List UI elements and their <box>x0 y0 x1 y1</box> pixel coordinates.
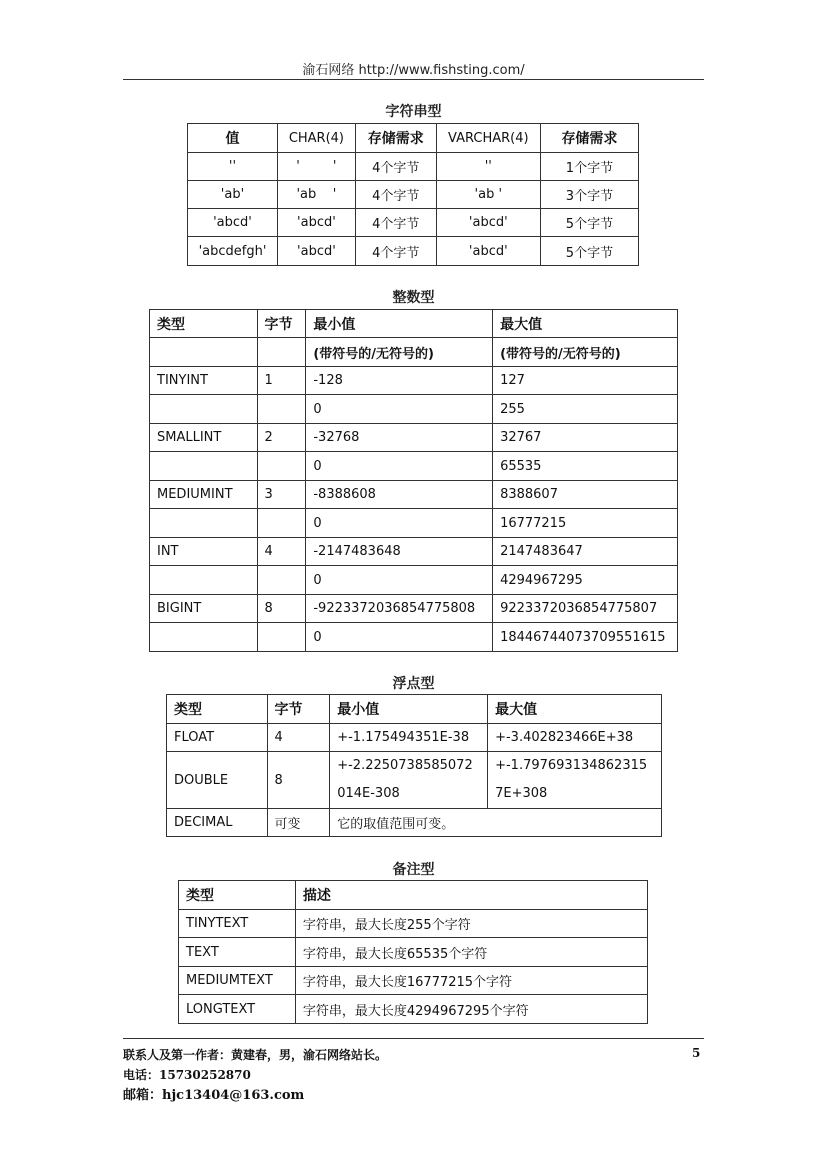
table-cell: 3 <box>257 481 306 509</box>
header-cell: CHAR(4) <box>277 124 355 153</box>
table-cell: +-3.402823466E+38 <box>488 724 662 752</box>
table-row <box>150 623 678 652</box>
table-row <box>179 910 648 938</box>
table-cell: 4 <box>257 538 306 566</box>
table-cell: 字符串，最大长度4294967295个字符 <box>295 995 647 1024</box>
table-cell: 4个字节 <box>355 181 436 209</box>
header-cell: 最大值 <box>488 695 662 724</box>
table-cell: -8388608 <box>306 481 493 509</box>
table-cell: '' <box>436 153 540 181</box>
int-table-subheader-row <box>150 338 678 367</box>
page-header: 渝石网络 http://www.fishsting.com/ <box>302 63 525 78</box>
float-section-title: 浮点型 <box>392 676 435 692</box>
table-cell: 1 <box>257 367 306 395</box>
float-table <box>166 694 662 837</box>
header-cell: 存储需求 <box>355 124 436 153</box>
table-cell: 2 <box>257 424 306 452</box>
table-cell: MEDIUMTEXT <box>179 967 296 995</box>
table-cell: INT <box>150 538 258 566</box>
table-cell: 5个字节 <box>540 237 638 266</box>
table-cell: LONGTEXT <box>179 995 296 1024</box>
table-cell: 4个字节 <box>355 237 436 266</box>
table-row <box>179 967 648 995</box>
char-table <box>187 123 639 266</box>
table-cell: TINYTEXT <box>179 910 296 938</box>
table-row <box>188 153 639 181</box>
table-cell: 5个字节 <box>540 209 638 237</box>
float-table-header-row <box>167 695 662 724</box>
table-cell <box>257 452 306 481</box>
double-max-line2: 7E+308 <box>495 786 548 801</box>
table-row <box>150 481 678 509</box>
table-cell <box>150 623 258 652</box>
table-row <box>188 237 639 266</box>
table-cell: FLOAT <box>167 724 268 752</box>
table-cell <box>150 452 258 481</box>
table-cell: 3个字节 <box>540 181 638 209</box>
table-cell: 'ab' <box>188 181 278 209</box>
table-cell: 8 <box>267 752 330 809</box>
table-cell: DECIMAL <box>167 809 268 837</box>
table-cell <box>257 338 306 367</box>
table-cell: 0 <box>306 452 493 481</box>
table-row <box>150 395 678 424</box>
table-cell <box>257 566 306 595</box>
table-cell <box>257 509 306 538</box>
table-row <box>188 181 639 209</box>
table-cell: 4294967295 <box>493 566 678 595</box>
header-cell: 值 <box>188 124 278 153</box>
table-cell: 9223372036854775807 <box>493 595 678 623</box>
table-row <box>167 752 662 809</box>
table-cell: 0 <box>306 395 493 424</box>
table-cell <box>257 395 306 424</box>
table-cell: 8388607 <box>493 481 678 509</box>
table-cell: 字符串，最大长度65535个字符 <box>295 938 647 967</box>
table-cell: 0 <box>306 623 493 652</box>
table-cell: SMALLINT <box>150 424 258 452</box>
table-row <box>188 209 639 237</box>
header-cell: 描述 <box>295 881 647 910</box>
table-row <box>150 538 678 566</box>
char-section-title: 字符串型 <box>385 104 442 120</box>
table-row <box>167 724 662 752</box>
header-cell: 字节 <box>257 310 306 338</box>
header-cell: 类型 <box>150 310 258 338</box>
table-row <box>150 367 678 395</box>
table-cell: TEXT <box>179 938 296 967</box>
table-row <box>150 566 678 595</box>
table-cell <box>150 395 258 424</box>
table-cell: +-1.175494351E-38 <box>330 724 488 752</box>
subheader-cell: (带符号的/无符号的) <box>493 338 678 367</box>
header-cell: 类型 <box>167 695 268 724</box>
table-row <box>150 452 678 481</box>
table-cell: TINYINT <box>150 367 258 395</box>
page-number: 5 <box>692 1046 701 1060</box>
table-row <box>167 809 662 837</box>
table-cell <box>488 752 662 809</box>
table-cell: 18446744073709551615 <box>493 623 678 652</box>
header-cell: 最小值 <box>306 310 493 338</box>
table-cell <box>150 566 258 595</box>
table-cell: 可变 <box>267 809 330 837</box>
text-table-header-row <box>179 881 648 910</box>
table-cell <box>330 752 488 809</box>
subheader-cell: (带符号的/无符号的) <box>306 338 493 367</box>
table-cell: 'abcd' <box>436 237 540 266</box>
int-table-header-row <box>150 310 678 338</box>
table-cell: 127 <box>493 367 678 395</box>
table-cell: 4 <box>267 724 330 752</box>
table-cell: ' ' <box>277 153 355 181</box>
table-cell: DOUBLE <box>167 752 268 809</box>
table-cell: 1个字节 <box>540 153 638 181</box>
double-max-line1: +-1.797693134862315 <box>495 758 648 773</box>
table-cell: -9223372036854775808 <box>306 595 493 623</box>
table-cell: 它的取值范围可变。 <box>330 809 662 837</box>
footer-contact: 联系人及第一作者：黄建春，男，渝石网络站长。 <box>123 1048 388 1062</box>
double-min-line1: +-2.2250738585072 <box>337 758 473 773</box>
header-cell: 最小值 <box>330 695 488 724</box>
header-cell: 最大值 <box>493 310 678 338</box>
footer-phone: 电话：15730252870 <box>123 1068 251 1082</box>
table-cell: 'abcdefgh' <box>188 237 278 266</box>
table-cell: 2147483647 <box>493 538 678 566</box>
double-min-line2: 014E-308 <box>337 786 400 801</box>
table-cell: 'ab ' <box>436 181 540 209</box>
table-cell: 4个字节 <box>355 209 436 237</box>
table-cell: 'abcd' <box>188 209 278 237</box>
table-cell: '' <box>188 153 278 181</box>
table-cell: 'abcd' <box>436 209 540 237</box>
int-section-title: 整数型 <box>392 290 435 306</box>
table-cell: 0 <box>306 509 493 538</box>
table-cell: 16777215 <box>493 509 678 538</box>
footer-email: 邮箱：hjc13404@163.com <box>123 1088 305 1103</box>
table-cell: MEDIUMINT <box>150 481 258 509</box>
table-row <box>150 424 678 452</box>
table-row <box>179 938 648 967</box>
table-cell: 'ab ' <box>277 181 355 209</box>
table-cell: 字符串，最大长度255个字符 <box>295 910 647 938</box>
footer-rule <box>123 1038 704 1039</box>
header-rule <box>123 79 704 80</box>
header-cell: 类型 <box>179 881 296 910</box>
table-cell: 0 <box>306 566 493 595</box>
table-cell: 4个字节 <box>355 153 436 181</box>
table-row <box>150 509 678 538</box>
table-cell <box>257 623 306 652</box>
text-table <box>178 880 648 1024</box>
table-cell: 65535 <box>493 452 678 481</box>
int-table <box>149 309 678 652</box>
table-cell: -2147483648 <box>306 538 493 566</box>
table-cell <box>150 338 258 367</box>
table-cell: 32767 <box>493 424 678 452</box>
table-row <box>150 595 678 623</box>
header-cell: VARCHAR(4) <box>436 124 540 153</box>
table-cell: -128 <box>306 367 493 395</box>
text-section-title: 备注型 <box>392 862 435 878</box>
table-cell: BIGINT <box>150 595 258 623</box>
header-cell: 存储需求 <box>540 124 638 153</box>
header-cell: 字节 <box>267 695 330 724</box>
char-table-header-row <box>188 124 639 153</box>
table-cell: 字符串，最大长度16777215个字符 <box>295 967 647 995</box>
table-cell: 'abcd' <box>277 237 355 266</box>
table-row <box>179 995 648 1024</box>
table-cell: 8 <box>257 595 306 623</box>
table-cell: 255 <box>493 395 678 424</box>
table-cell <box>150 509 258 538</box>
table-cell: -32768 <box>306 424 493 452</box>
table-cell: 'abcd' <box>277 209 355 237</box>
